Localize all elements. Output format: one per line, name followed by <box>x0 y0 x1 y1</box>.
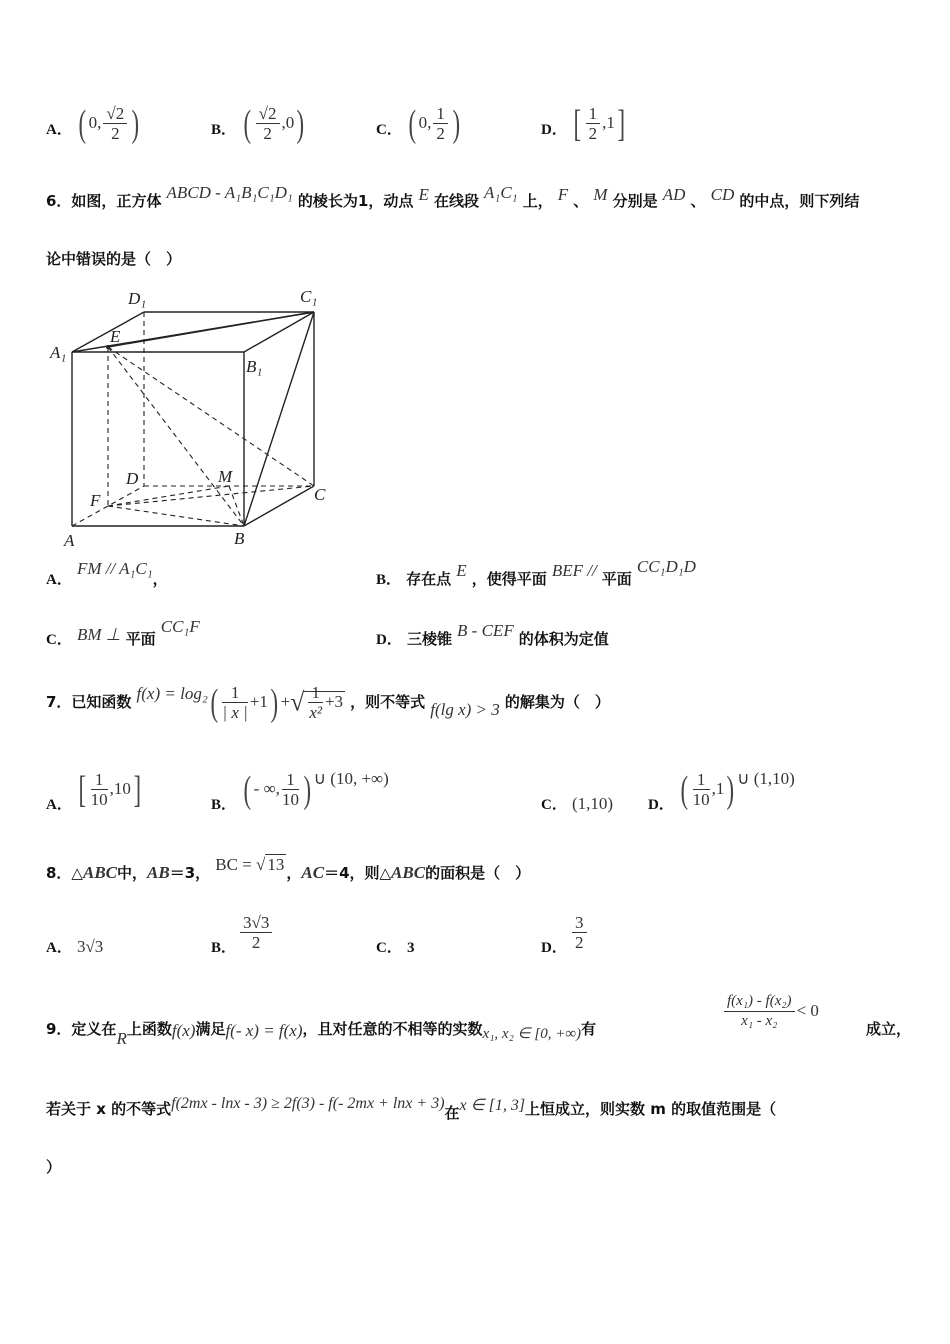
q7-option-d: D． <box>648 797 674 813</box>
q9-stem: 9．定义在R上函数f(x)满足f(- x) = f(x)，且对任意的不相等的实数x₁, x₂ ∈ [0, +∞)有 <box>46 1020 597 1048</box>
q5-option-c-math: ( 0, $\frac{1}{2}$ ) <box>408 102 461 145</box>
label-c1: C₁ <box>300 287 318 306</box>
q6-option-a: A． FM // A₁C₁， <box>46 559 168 588</box>
segment-ec <box>108 347 314 486</box>
q9-stem-end: 成立， <box>866 1020 912 1038</box>
q9-fraction: $\frac{\text{f(x₁) - f(x₂)}}{\text{x₁ - x₂}}$ < 0 <box>722 992 819 1031</box>
q5-option-a-math: ( 0, $\frac{√2}{2}$ ) <box>78 102 140 145</box>
q9-stem-line3: ） <box>46 1158 62 1176</box>
q6-stem: 6．如图，正方体 ABCD - A₁B₁C₁D₁ 的棱长为1，动点 E 在线段 A₁C₁ 上， F 、 M 分别是 AD 、 CD 的中点，则下列结 <box>46 183 860 210</box>
label-e: E <box>110 327 121 346</box>
segment-bc1 <box>244 312 314 526</box>
q8-option-b-math: $\frac{3√3}{2}$ <box>238 913 274 952</box>
cube-figure <box>46 280 346 550</box>
q7-stem: 7．已知函数 f(x) = log₂( $\frac{1}{| x |}$ +1) +√ $\frac{1}{\text{x²}}$ +3 ，则不等式 f(lg x) > 3 的解集为（ ） <box>46 681 610 724</box>
q8-option-d-math: $\frac{3}{2}$ <box>570 913 589 952</box>
q6-option-d: D． 三棱锥 B - CEF 的体积为定值 <box>376 621 609 648</box>
q8-option-b: B． <box>211 940 237 956</box>
q7-option-a-math: [ $\frac{1}{10}$ ,10] <box>78 768 142 811</box>
q7-option-b-math: ( - ∞, $\frac{1}{10}$ ) ∪ (10, +∞) <box>243 768 389 811</box>
segment-fb <box>108 506 244 526</box>
label-a1: A₁ <box>50 343 67 362</box>
q9-stem-line2: 若关于 x 的不等式f(2mx - lnx - 3) ≥ 2f(3) - f(- 2mx + lnx + 3)在x ∈ [1, 3]上恒成立，则实数 m 的取值范围是（ <box>46 1095 777 1122</box>
label-b: B <box>234 529 245 548</box>
q8-option-c: C． 3 <box>376 940 415 956</box>
q7-option-c: C． (1,10) <box>541 794 614 813</box>
label-m: M <box>218 467 233 486</box>
label-d: D <box>126 469 139 488</box>
q5-option-a: A． <box>46 122 72 138</box>
q5-option-c: C． <box>376 122 402 138</box>
q7-option-b: B． <box>211 797 237 813</box>
q6-option-c: C． BM ⊥ 平面 CC₁F <box>46 617 200 648</box>
q8-stem: 8．△ABC中，AB＝3， BC = √ 13 ，AC＝4，则△ABC的面积是（ ） <box>46 855 531 882</box>
label-f: F <box>90 491 101 510</box>
q8-option-a: A． 3√3 <box>46 937 104 956</box>
label-b1: B₁ <box>246 357 263 376</box>
label-c: C <box>314 485 326 504</box>
label-a: A <box>64 531 75 550</box>
q6-stem-line2: 论中错误的是（ ） <box>46 250 182 268</box>
segment-mb <box>229 486 244 526</box>
q7-option-d-math: ( $\frac{1}{10}$ ,1) ∪ (1,10) <box>680 768 795 811</box>
segment-eb <box>108 347 244 526</box>
q5-option-d: D． <box>541 122 567 138</box>
q5-option-b: B． <box>211 122 237 138</box>
q6-option-b: B． 存在点 E ，使得平面 BEF // 平面 CC₁D₁D <box>376 557 696 588</box>
q5-option-b-math: ( $\frac{√2}{2}$ ,0) <box>243 102 305 145</box>
label-d1: D₁ <box>128 289 147 308</box>
q5-option-d-math: [ $\frac{1}{2}$ ,1] <box>573 102 626 145</box>
q7-option-a: A． <box>46 797 72 813</box>
q8-option-d: D． <box>541 940 567 956</box>
